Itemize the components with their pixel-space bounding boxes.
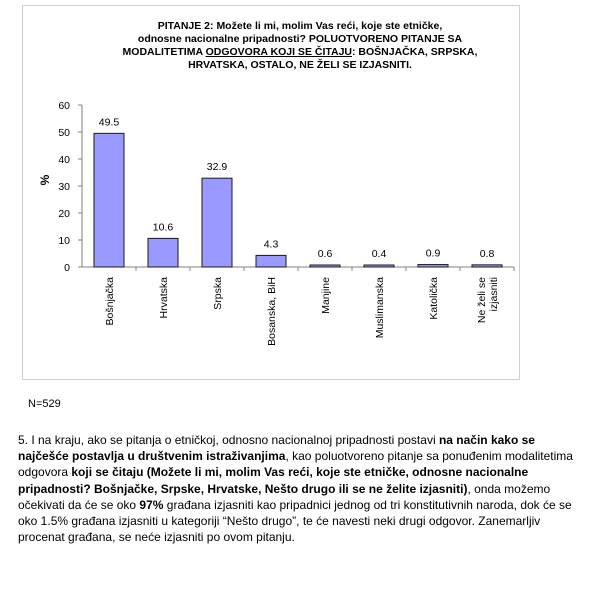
chart-title-line-2: odnosne nacionalne pripadnosti? POLUOTVORENO PITANJE SA — [137, 33, 463, 45]
chart-title-line-1: PITANJE 2: Možete li mi, molim Vas reći, koje ste etničke, — [157, 20, 443, 32]
category-label-7: izjasniti — [488, 277, 500, 312]
bar-4 — [310, 265, 340, 267]
data-label-5: 0.4 — [371, 248, 387, 260]
data-label-3: 4.3 — [263, 238, 279, 251]
chart-title-line-3: MODALITETIMA ODGOVORA KOJI SE ČITAJU: BOŠNJAČKA, SRPSKA, — [122, 46, 478, 58]
bar-5 — [364, 265, 394, 267]
category-label-3: Bosanska, BiH — [266, 277, 278, 346]
bar-0 — [94, 133, 124, 267]
y-tick-label: 60 — [58, 100, 70, 112]
y-tick-label: 20 — [58, 208, 70, 220]
chart-labels — [99, 116, 500, 346]
data-label-2: 32.9 — [206, 161, 228, 174]
category-label-4: Manjine — [320, 277, 332, 314]
chart-title-line-4: HRVATSKA, OSTALO, NE ŽELI SE IZJASNITI. — [188, 59, 412, 71]
category-label-7: Ne želi se — [476, 277, 488, 324]
category-label-0: Bošnjačka — [104, 277, 116, 326]
y-tick-label: 10 — [58, 235, 70, 247]
data-label-6: 0.9 — [425, 247, 441, 260]
category-label-1: Hrvatska — [158, 277, 170, 319]
y-tick-label: 30 — [58, 181, 70, 193]
category-label-2: Srpska — [212, 277, 224, 310]
bar-2 — [202, 178, 232, 267]
data-label-4: 0.6 — [317, 248, 333, 260]
y-tick-label: 40 — [58, 154, 70, 166]
bar-7 — [472, 265, 502, 267]
y-axis-label: % — [38, 174, 52, 186]
chart-bars — [94, 133, 502, 267]
data-label-7: 0.8 — [479, 247, 495, 260]
sample-size-label: N=529 — [28, 398, 61, 410]
y-tick-label: 50 — [58, 127, 70, 139]
category-label-5: Muslimanska — [374, 277, 386, 339]
y-tick-label: 0 — [64, 262, 70, 274]
description-paragraph: 5. I na kraju, ako se pitanja o etničkoj, odnosno nacionalnoj pripadnosti postavi na način kako se najčešće postavlja u društvenim istraživanjima, kao poluotvoreno pitanje sa ponuđenim modalitetima odgovora koji se čitaju (Možete li mi, molim Vas reći, koje ste etničke, odnosne nacionalne pripadnosti? Bošnjačke, Srpske, Hrvatske, Nešto drugo ili se ne želite izjasniti), onda možemo očekivati da će se oko 97% građana izjasniti kao pripadnici jednog od tri konstitutivnih naroda, dok će se oko 1.5% građana izjasniti u kategoriji “Nešto drugo”, te će navesti neki drugi odgovor. Zanemarljiv procenat građana, se neće izjasniti po ovom pitanju. — [18, 433, 573, 545]
data-label-0: 49.5 — [98, 116, 120, 129]
bar-3 — [256, 255, 286, 267]
category-label-6: Katolička — [428, 277, 440, 320]
data-label-1: 10.6 — [152, 221, 174, 234]
bar-6 — [418, 265, 448, 267]
bar-1 — [148, 238, 178, 267]
